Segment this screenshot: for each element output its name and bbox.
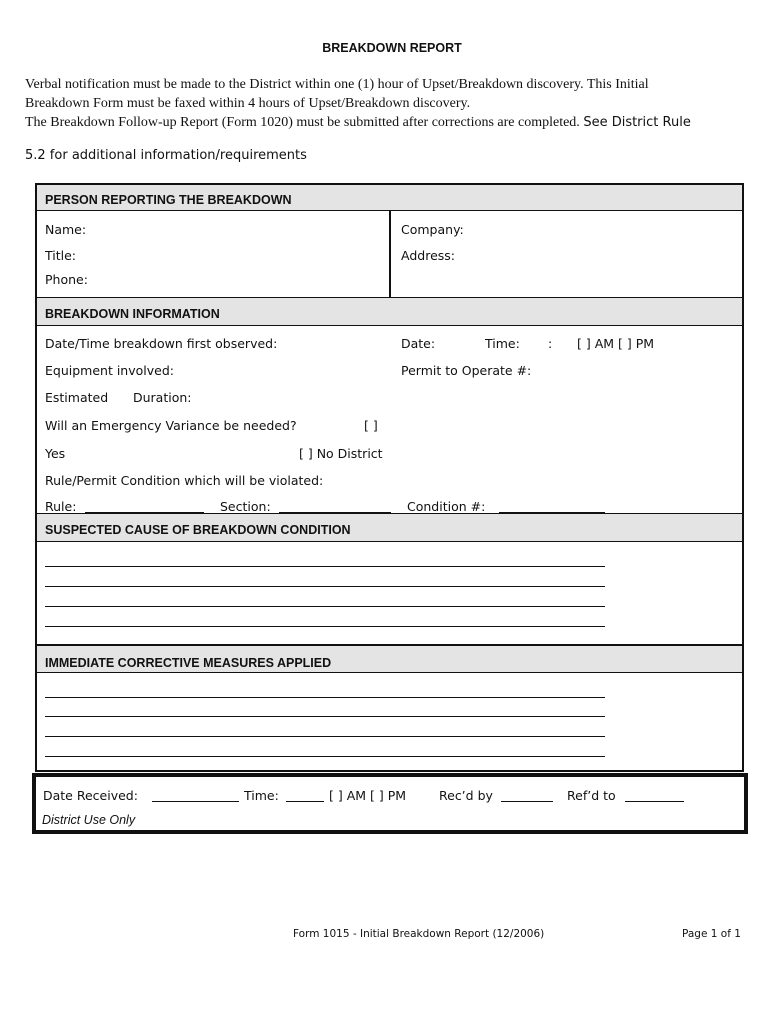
- estimated-label: Estimated: [45, 390, 109, 405]
- date-received-underline[interactable]: [152, 801, 239, 802]
- first-observed-label: Date/Time breakdown first observed:: [45, 336, 278, 351]
- page-title: BREAKDOWN REPORT: [322, 41, 462, 55]
- section-title-cause: SUSPECTED CAUSE OF BREAKDOWN CONDITION: [45, 523, 351, 537]
- district-time-label[interactable]: Time:: [244, 788, 279, 803]
- section-title-corrective: IMMEDIATE CORRECTIVE MEASURES APPLIED: [45, 656, 332, 670]
- intro-line-3-rule: See District Rule: [583, 115, 691, 130]
- recd-by-underline[interactable]: [501, 801, 553, 802]
- corrective-line-3[interactable]: [45, 736, 605, 737]
- cause-line-2[interactable]: [45, 586, 605, 587]
- page-number: Page 1 of 1: [682, 928, 741, 940]
- address-field-label[interactable]: Address:: [401, 248, 455, 263]
- name-field-label[interactable]: Name:: [45, 222, 87, 237]
- corrective-line-1[interactable]: [45, 697, 605, 698]
- am-pm-checkboxes[interactable]: [ ] AM [ ] PM: [577, 336, 655, 351]
- variance-yes-checkbox[interactable]: [ ]: [364, 418, 378, 433]
- company-field-label[interactable]: Company:: [401, 222, 464, 237]
- person-divider: [389, 211, 391, 298]
- no-district-checkbox[interactable]: [ ] No District: [299, 446, 383, 461]
- section-header-corrective: [37, 646, 742, 673]
- intro-line-3: [25, 115, 691, 131]
- date-field-label[interactable]: Date:: [401, 336, 436, 351]
- section-title-person: PERSON REPORTING THE BREAKDOWN: [45, 193, 292, 207]
- district-use-only-label: District Use Only: [42, 813, 136, 827]
- rule-field-label[interactable]: Rule:: [45, 499, 77, 514]
- intro-line-2: Breakdown Form must be faxed within 4 hours of Upset/Breakdown discovery.: [25, 96, 471, 111]
- cause-line-1[interactable]: [45, 566, 605, 567]
- intro-line-4: 5.2 for additional information/requirements: [25, 148, 307, 163]
- equipment-field-label[interactable]: Equipment involved:: [45, 363, 174, 378]
- cause-line-4[interactable]: [45, 626, 605, 627]
- corrective-line-2[interactable]: [45, 716, 605, 717]
- variance-question: Will an Emergency Variance be needed?: [45, 418, 297, 433]
- phone-field-label[interactable]: Phone:: [45, 272, 88, 287]
- section-header-cause: [37, 514, 742, 542]
- time-field-label[interactable]: Time:: [485, 336, 520, 351]
- intro-line-1: Verbal notification must be made to the District within one (1) hour of Upset/Breakdown discovery. This Initial: [25, 77, 649, 92]
- cause-line-3[interactable]: [45, 606, 605, 607]
- yes-label: Yes: [45, 446, 66, 461]
- section-header-person: [37, 185, 742, 211]
- district-time-underline[interactable]: [286, 801, 324, 802]
- district-use-box: [32, 773, 748, 834]
- refd-to-underline[interactable]: [625, 801, 684, 802]
- form-footer: Form 1015 - Initial Breakdown Report (12/2006): [293, 928, 545, 940]
- corrective-line-4[interactable]: [45, 756, 605, 757]
- section-title-breakdown: BREAKDOWN INFORMATION: [45, 307, 220, 321]
- intro-line-3-text: The Breakdown Follow-up Report (Form 1020) must be submitted after corrections are completed.: [25, 115, 580, 130]
- refd-to-label[interactable]: Ref’d to: [567, 788, 616, 803]
- duration-field-label[interactable]: Duration:: [133, 390, 192, 405]
- title-field-label[interactable]: Title:: [45, 248, 76, 263]
- condition-field-label[interactable]: Condition #:: [407, 499, 486, 514]
- section-header-breakdown: [37, 298, 742, 326]
- district-am-pm-checkboxes[interactable]: [ ] AM [ ] PM: [329, 788, 407, 803]
- recd-by-label[interactable]: Rec’d by: [439, 788, 493, 803]
- date-received-label[interactable]: Date Received:: [43, 788, 138, 803]
- permit-field-label[interactable]: Permit to Operate #:: [401, 363, 532, 378]
- section-field-label[interactable]: Section:: [220, 499, 271, 514]
- time-colon: :: [548, 336, 553, 351]
- rule-condition-label: Rule/Permit Condition which will be violated:: [45, 473, 324, 488]
- breakdown-form: [35, 183, 744, 772]
